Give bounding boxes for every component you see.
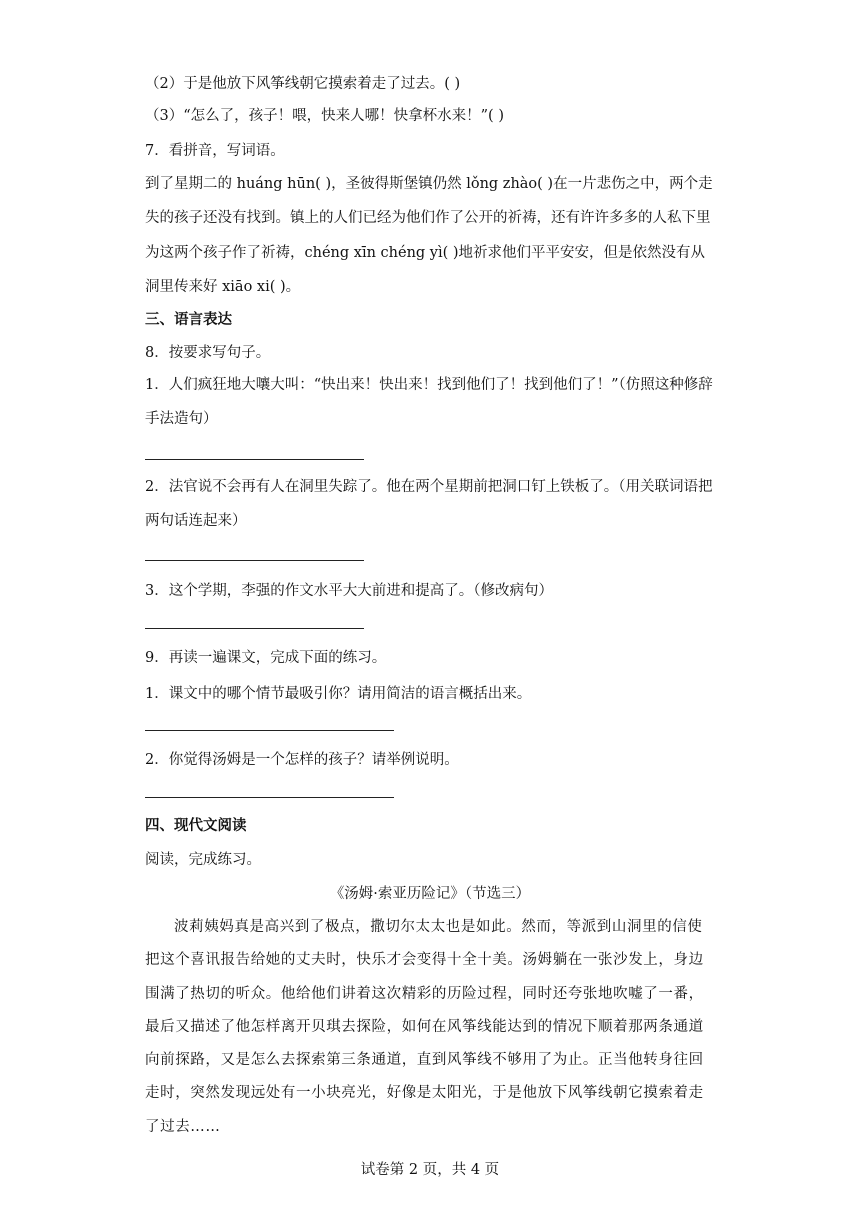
q8-item2: 2．法官说不会再有人在洞里失踪了。他在两个星期前把洞口钉上铁板了。（用关联词语把两句话连起来） [145, 479, 713, 530]
section4-heading: 四、现代文阅读 [145, 817, 247, 834]
q9-answer-line-2[interactable] [145, 797, 394, 798]
q9-stem: 9．再读一遍课文，完成下面的练习。 [145, 650, 387, 666]
q8-stem: 8．按要求写句子。 [145, 345, 271, 361]
reading-title: 《汤姆·索亚历险记》（节选三） [329, 886, 531, 902]
q7-passage: 到了星期二的 huáng hūn( )，圣彼得斯堡镇仍然 lǒng zhào( )在一片悲伤之中，两个走失的孩子还没有找到。镇上的人们已经为他们作了公开的祈祷，还有许许多多的人私下里为这两个孩子作了祈祷，chéng xīn chéng yì( )地祈求他们平平安安，但是依然没有从洞里传来好 xiāo xi( )。 [145, 176, 713, 296]
q8-answer-line-2[interactable] [145, 560, 364, 561]
reading-passage: 波莉姨妈真是高兴到了极点，撒切尔太太也是如此。然而，等派到山洞里的信使把这个喜讯报告给她的丈夫时，快乐才会变得十全十美。汤姆躺在一张沙发上，身边围满了热切的听众。他给他们讲着这次精彩的历险过程，同时还夸张地吹嘘了一番，最后又描述了他怎样离开贝琪去探险，如何在风筝线能达到的情况下顺着那两条通道向前探路，又是怎么去探索第三条通道，直到风筝线不够用了为止。正当他转身往回走时，突然发现远处有一小块亮光，好像是太阳光，于是他放下风筝线朝它摸索着走了过去…… [145, 919, 704, 1135]
q6-item2: （2）于是他放下风筝线朝它摸索着走了过去。( ) [145, 76, 461, 92]
page-footer: 试卷第 2 页，共 4 页 [360, 1162, 500, 1178]
q8-answer-line-3[interactable] [145, 628, 364, 629]
q8-item1: 1．人们疯狂地大嚷大叫：“快出来！快出来！找到他们了！找到他们了！”（仿照这种修辞手法造句） [145, 377, 713, 428]
q7-stem: 7．看拼音，写词语。 [145, 143, 285, 159]
q9-answer-line-1[interactable] [145, 730, 394, 731]
q8-answer-line-1[interactable] [145, 459, 364, 460]
section4-instruction: 阅读，完成练习。 [145, 852, 261, 868]
q9-item1: 1．课文中的哪个情节最吸引你？请用简洁的语言概括出来。 [145, 686, 532, 702]
q6-item3: （3）“怎么了，孩子！喂，快来人哪！快拿杯水来！”( ) [145, 108, 504, 124]
q9-item2: 2．你觉得汤姆是一个怎样的孩子？请举例说明。 [145, 752, 459, 768]
section3-heading: 三、语言表达 [145, 311, 232, 328]
q8-item3: 3．这个学期，李强的作文水平大大前进和提高了。（修改病句） [145, 583, 553, 599]
